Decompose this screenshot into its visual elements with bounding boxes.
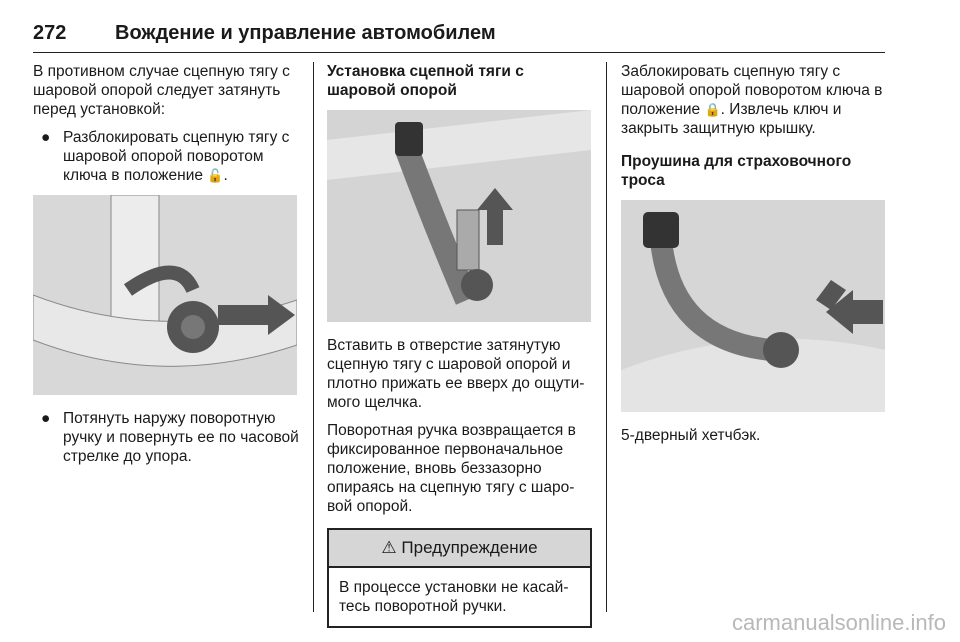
warning-icon: ⚠: [381, 538, 397, 557]
bullet-text: Потянуть наружу поворотную ручку и повернуть ее по часовой стрелке до упора.: [63, 410, 299, 465]
column-divider: [606, 62, 607, 612]
paragraph: Вставить в отверстие затянутую сцепную тягу с шаровой опорой и плотно прижать ее вверх до ощутимого щелчка.: [327, 337, 585, 411]
column-left: [33, 62, 303, 475]
intro-paragraph: В противном случае сцепную тягу с шаровой опорой следует затянуть перед установкой:: [33, 63, 290, 118]
bullet-item-pull-knob: [33, 409, 303, 466]
bullet-icon: ●: [41, 410, 51, 427]
bullet-icon: ●: [41, 129, 51, 146]
illustration-safety-cable-eyelet: [621, 200, 885, 412]
page-header: [33, 22, 885, 53]
lock-instruction-text: Заблокировать сцепную тягу с шаровой опорой поворотом ключа в положение: [621, 63, 883, 118]
paragraph: Поворотная ручка возвращается в фиксированное первоначальное положение, вновь беззазорно опираясь на сцепную тягу с шаровой опорой.: [327, 422, 576, 515]
unlock-icon: 🔓: [207, 168, 224, 183]
chapter-title: Вождение и управление автомобилем: [115, 22, 496, 44]
column-middle: [327, 62, 592, 628]
column-divider: [313, 62, 314, 612]
section-heading: Проушина для страховочного троса: [621, 153, 852, 189]
lock-instruction-tail: Извлечь ключ и закрыть защитную крышку.: [621, 101, 842, 137]
illustration-rotary-knob: [33, 195, 297, 395]
page-number: 272: [33, 22, 67, 44]
illustration-install-tow-bar: [327, 110, 591, 322]
bullet-text: Разблокировать сцепную тягу с шаровой опорой поворотом ключа в положение: [63, 129, 290, 184]
watermark: carmanualsonline.info: [731, 610, 946, 635]
bullet-item-unlock: ● Разблокировать сцепную тягу с шаровой опорой поворотом ключа в положение 🔓.: [41, 129, 290, 184]
column-right: [621, 62, 887, 454]
warning-text: В процессе установки не касайтесь поворотной ручки.: [339, 579, 569, 615]
warning-title: Предупреждение: [401, 538, 538, 557]
warning-box: [327, 528, 592, 628]
paragraph: Заблокировать сцепную тягу с шаровой опорой поворотом ключа в положение 🔒. Извлечь ключ и закрыть защитную крышку.: [621, 63, 883, 137]
warning-header: [329, 530, 590, 568]
lock-icon: 🔒: [704, 102, 721, 117]
section-heading: Установка сцепной тяги с шаровой опорой: [327, 63, 524, 99]
figure-caption: 5-дверный хетчбэк.: [621, 427, 761, 444]
